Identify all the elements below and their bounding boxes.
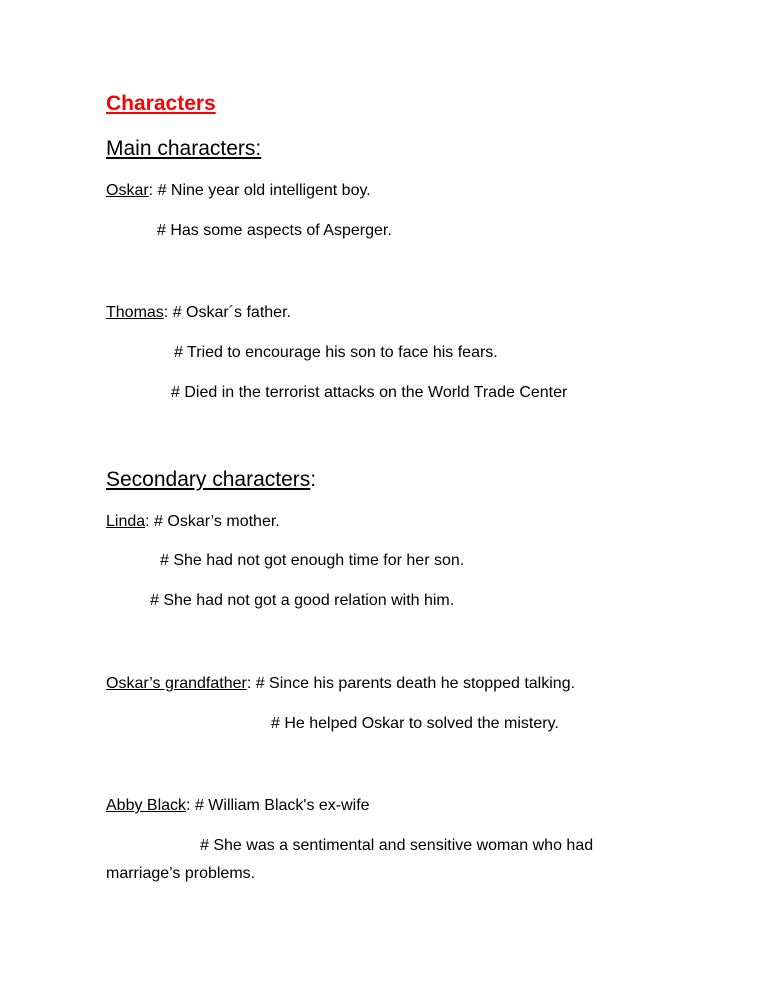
name-separator: : <box>246 675 256 692</box>
character-detail: # Oskar´s father. <box>172 304 291 321</box>
character-detail-line: # She had not got enough time for her son. <box>160 552 465 569</box>
character-detail-line: # He helped Oskar to solved the mistery. <box>271 715 559 732</box>
name-separator: : <box>186 797 195 814</box>
character-detail: # William Black's ex-wife <box>194 797 370 814</box>
character-detail-line: # She was a sentimental and sensitive woman who had <box>200 837 594 854</box>
secondary-characters-heading <box>106 469 316 490</box>
character-name: Oskar’s grandfather <box>106 675 247 692</box>
character-detail: # Oskar’s mother. <box>154 513 280 530</box>
character-detail-line: # Has some aspects of Asperger. <box>157 222 392 239</box>
character-entry-grandfather <box>106 676 575 692</box>
secondary-heading-suffix: : <box>310 468 317 491</box>
name-separator: : <box>163 304 173 321</box>
character-detail-line: # Died in the terrorist attacks on the World Trade Center <box>171 384 568 401</box>
character-name: Thomas <box>106 304 164 321</box>
character-entry-oskar <box>106 183 371 199</box>
character-name: Abby Black <box>106 797 187 814</box>
character-name: Oskar <box>106 182 149 199</box>
secondary-characters-heading-text: Secondary characters <box>106 468 311 491</box>
name-separator: : <box>148 182 158 199</box>
character-detail-line: marriage’s problems. <box>106 865 256 882</box>
character-detail-line: # Tried to encourage his son to face his fears. <box>174 344 498 361</box>
name-separator: : <box>145 513 155 530</box>
character-entry-linda <box>106 514 280 530</box>
character-detail-line: # She had not got a good relation with him. <box>150 592 455 609</box>
main-characters-heading-text: Main characters: <box>106 137 262 160</box>
main-characters-heading <box>106 138 261 159</box>
character-detail: # Since his parents death he stopped talking. <box>255 675 576 692</box>
character-detail: # Nine year old intelligent boy. <box>157 182 371 199</box>
character-name: Linda <box>106 513 146 530</box>
character-entry-thomas <box>106 305 291 321</box>
document-title: Characters <box>106 92 216 115</box>
character-entry-abby-black <box>106 798 370 814</box>
